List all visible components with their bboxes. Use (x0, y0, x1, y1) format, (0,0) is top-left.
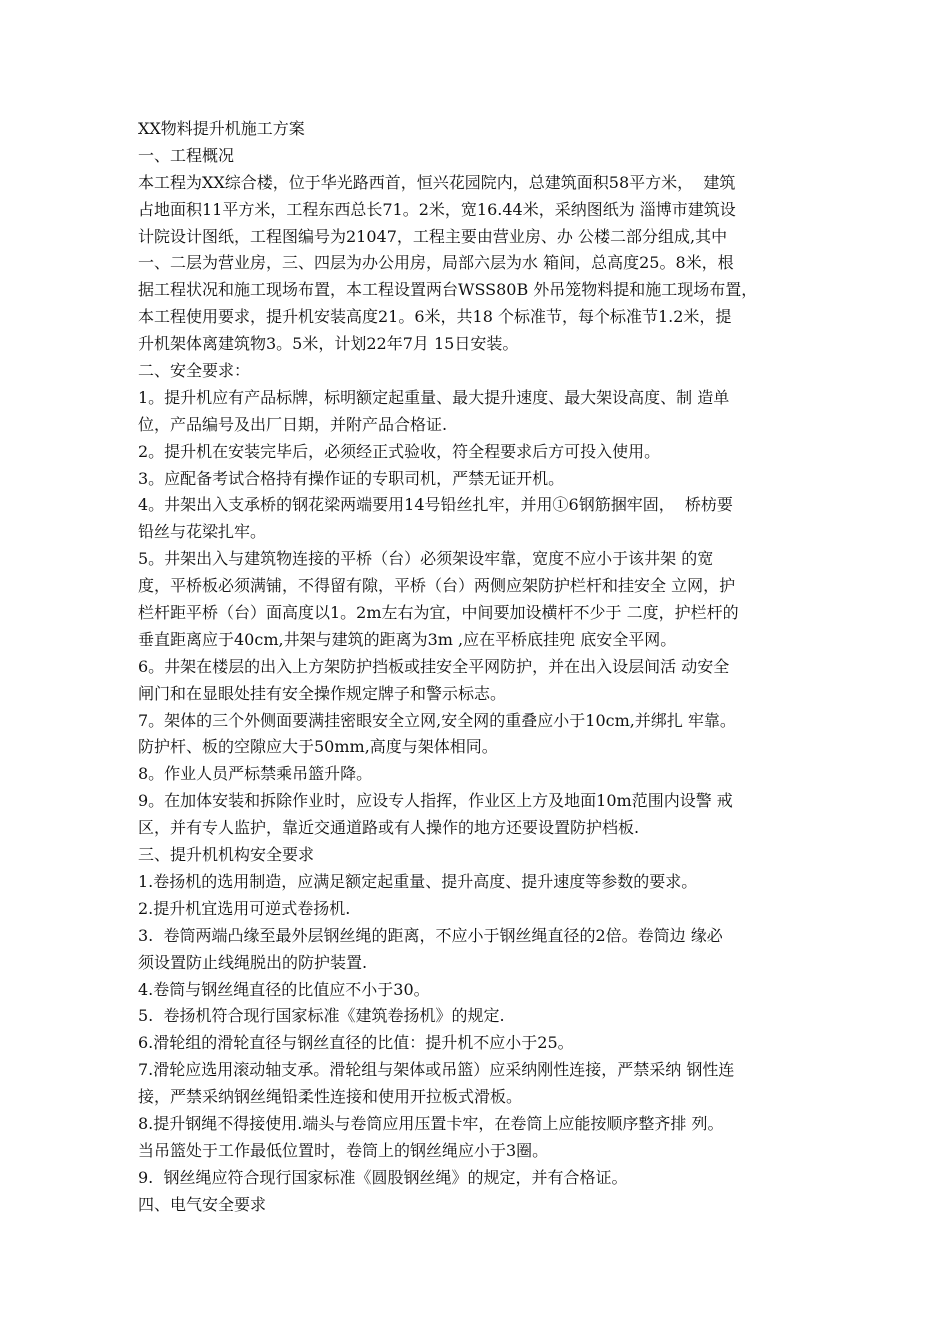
text-line: 防护杆、板的空隙应大于50mm,高度与架体相同。 (138, 737, 498, 757)
text-line: 4。井架出入支承桥的钢花梁两端要用14号铅丝扎牢，并用①6钢筋捆牢固， 桥枋要 (138, 495, 733, 515)
text-line: 栏杆距平桥（台）面高度以1。2m左右为宜，中间要加设横杆不少于 二度，护栏杆的 (138, 603, 739, 623)
text-line: 二、安全要求： (138, 361, 251, 381)
text-line: 6.滑轮组的滑轮直径与钢丝直径的比值：提升机不应小于25。 (138, 1033, 574, 1053)
text-line: 区，并有专人监护，靠近交通道路或有人操作的地方还要设置防护档板. (138, 818, 640, 838)
text-line: 1.卷扬机的选用制造，应满足额定起重量、提升高度、提升速度等参数的要求。 (138, 871, 698, 891)
text-line: 7.滑轮应选用滚动轴支承。滑轮组与架体或吊篮）应采纳刚性连接，严禁采纳 钢性连 (138, 1060, 735, 1080)
text-line: 4.卷筒与钢丝绳直径的比值应不小于30。 (138, 979, 430, 999)
text-line: 8。作业人员严标禁乘吊篮升降。 (138, 764, 373, 784)
text-line: 本工程为XX综合楼，位于华光路西首，恒兴花园院内，总建筑面积58平方米， 建筑 (138, 172, 736, 192)
text-line: 8.提升钢绳不得接使用.端头与卷筒应用压置卡牢，在卷筒上应能按顺序整齐排 列。 (138, 1113, 724, 1133)
text-line: 3. 卷筒两端凸缘至最外层钢丝绳的距离，不应小于钢丝绳直径的2倍。卷筒边 缘必 (138, 925, 723, 945)
text-line: 5. 卷扬机符合现行国家标准《建筑卷扬机》的规定. (138, 1006, 505, 1026)
text-line: 5。井架出入与建筑物连接的平桥（台）必须架设牢靠，宽度不应小于该井架 的宽 (138, 549, 714, 569)
text-line: 9。在加体安装和拆除作业时，应设专人指挥，作业区上方及地面10m范围内设警 戒 (138, 791, 733, 811)
text-line: 当吊篮处于工作最低位置时，卷筒上的钢丝绳应小于3圈。 (138, 1140, 549, 1160)
text-line: 位，产品编号及出厂日期，并附产品合格证. (138, 414, 448, 434)
text-line: 须设置防止线绳脱出的防护装置. (138, 952, 368, 972)
text-line: 2。提升机在安装完毕后，必须经正式验收，符全程要求后方可投入使用。 (138, 441, 661, 461)
text-line: 一、工程概况 (138, 145, 235, 165)
text-line: 接，严禁采纳钢丝绳铅柔性连接和使用开拉板式滑板。 (138, 1087, 523, 1107)
text-line: 据工程状况和施工现场布置，本工程设置两台WSS80B 外吊笼物料提和施工现场布置， (138, 280, 758, 300)
text-line: 垂直距离应于40cm,井架与建筑的距离为3m ,应在平桥底挂兜 底安全平网。 (138, 629, 677, 649)
text-line: 本工程使用要求，提升机安装高度21。6米，共18 个标准节，每个标准节1.2米，提 (138, 307, 732, 327)
text-line: 7。架体的三个外侧面要满挂密眼安全立网,安全网的重叠应小于10cm,并绑扎 牢靠。 (138, 710, 736, 730)
document-body (138, 116, 828, 1219)
text-line: 一、二层为营业房，三、四层为办公用房，局部六层为水 箱间，总高度25。8米，根 (138, 253, 734, 273)
text-line: 计院设计图纸，工程图编号为21047，工程主要由营业房、办 公楼二部分组成,其中 (138, 226, 728, 246)
text-line: 2.提升机宜选用可逆式卷扬机. (138, 898, 351, 918)
text-line: 1。提升机应有产品标牌，标明额定起重量、最大提升速度、最大架设高度、制 造单 (138, 387, 730, 407)
text-line: 6。井架在楼层的出入上方架防护挡板或挂安全平网防护，并在出入设层间活 动安全 (138, 656, 730, 676)
text-line: 三、提升机机构安全要求 (138, 845, 315, 865)
text-line: 3。应配备考试合格持有操作证的专职司机，严禁无证开机。 (138, 468, 565, 488)
text-line: 9. 钢丝绳应符合现行国家标准《圆股钢丝绳》的规定，并有合格证。 (138, 1167, 628, 1187)
text-line: 铅丝与花梁扎牢。 (138, 522, 267, 542)
document-title: XX物料提升机施工方案 (138, 119, 305, 138)
text-line: 闸门和在显眼处挂有安全操作规定牌子和警示标志。 (138, 683, 507, 703)
text-line: 占地面积11平方米，工程东西总长71。2米，宽16.44米，采纳图纸为 淄博市建筑设 (138, 199, 736, 219)
text-line: 度，平桥板必须满铺，不得留有隙，平桥（台）两侧应架防护栏杆和挂安全 立网，护 (138, 576, 736, 596)
text-line: 四、电气安全要求 (138, 1194, 267, 1214)
text-line: 升机架体离建筑物3。5米，计划22年7月 15日安装。 (138, 334, 519, 354)
